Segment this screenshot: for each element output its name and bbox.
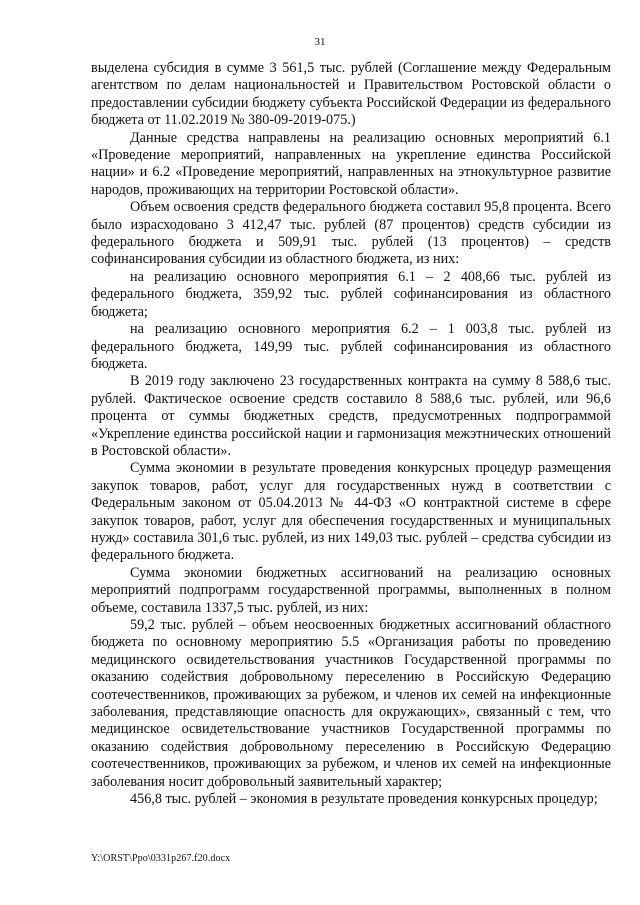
paragraph: Сумма экономии бюджетных ассигнований на реализацию основных мероприятий подпрограмм государственной программы, выполненных в полном объеме, составила 1337,5 тыс. рублей, из них:: [91, 564, 611, 616]
paragraph: Объем освоения средств федерального бюджета составил 95,8 процента. Всего было израсходовано 3 412,47 тыс. рублей (87 процентов) средств субсидии из федерального бюджета и 509,91 тыс. рублей (13 процентов) – средств софинансирования субсидии из областного бюджета, из них:: [91, 199, 611, 268]
paragraph: на реализацию основного мероприятия 6.2 – 1 003,8 тыс. рублей из федерального бюджета, 149,99 тыс. рублей софинансирования из областного бюджета.: [91, 321, 611, 372]
paragraph: В 2019 году заключено 23 государственных контракта на сумму 8 588,6 тыс. рублей. Фактическое освоение средств составило 8 588,6 тыс. рублей, или 96,6 процента от суммы бюджетных средств, предусмотренных подпрограммой «Укрепление единства российской нации и гармонизация межэтнических отношений в Ростовской области».: [91, 373, 611, 459]
paragraph: на реализацию основного мероприятия 6.1 – 2 408,66 тыс. рублей из федерального бюджета, 359,92 тыс. рублей софинансирования из областного бюджета;: [91, 268, 611, 320]
page-number: 31: [314, 36, 326, 48]
paragraph: выделена субсидия в сумме 3 561,5 тыс. рублей (Соглашение между Федеральным агентством по делам национальностей и Правительством Ростовской области о предоставлении субсидии бюджету субъекта Российской Федерации из федерального бюджета от 11.02.2019 № 380-09-2019-075.): [91, 60, 611, 129]
footer-file-path: Y:\ORST\Ppo\0331p267.f20.docx: [91, 853, 231, 864]
paragraph: Сумма экономии в результате проведения конкурсных процедур размещения закупок товаров, работ, услуг для государственных нужд в соответствии с Федеральным законом от 05.04.2013 № 44-ФЗ «О контрактной системе в сфере закупок товаров, работ, услуг для обеспечения государственных и муниципальных нужд» составила 301,6 тыс. рублей, из них 149,03 тыс. рублей – средства субсидии из федерального бюджета.: [91, 460, 611, 564]
paragraph: Данные средства направлены на реализацию основных мероприятий 6.1 «Проведение мероприятий, направленных на укрепление единства Российской нации» и 6.2 «Проведение мероприятий, направленных на этнокультурное развитие народов, проживающих на территории Ростовской области».: [91, 129, 611, 198]
paragraph: 456,8 тыс. рублей – экономия в результате проведения конкурсных процедур;: [130, 791, 598, 808]
paragraph: 59,2 тыс. рублей – объем неосвоенных бюджетных ассигнований областного бюджета по основному мероприятию 5.5 «Организация работы по проведению медицинского освидетельствования участников Государственной программы по оказанию содействия добровольному переселению в Российскую Федерацию соотечественников, проживающих за рубежом, и членов их семей на инфекционные заболевания, представляющие опасность для окружающих», связанный с тем, что медицинское освидетельствование участников Государственной программы по оказанию содействия добровольному переселению в Российскую Федерацию соотечественников, проживающих за рубежом, и членов их семей на инфекционные заболевания носит добровольный заявительный характер;: [91, 617, 611, 790]
document-body: [91, 60, 611, 808]
